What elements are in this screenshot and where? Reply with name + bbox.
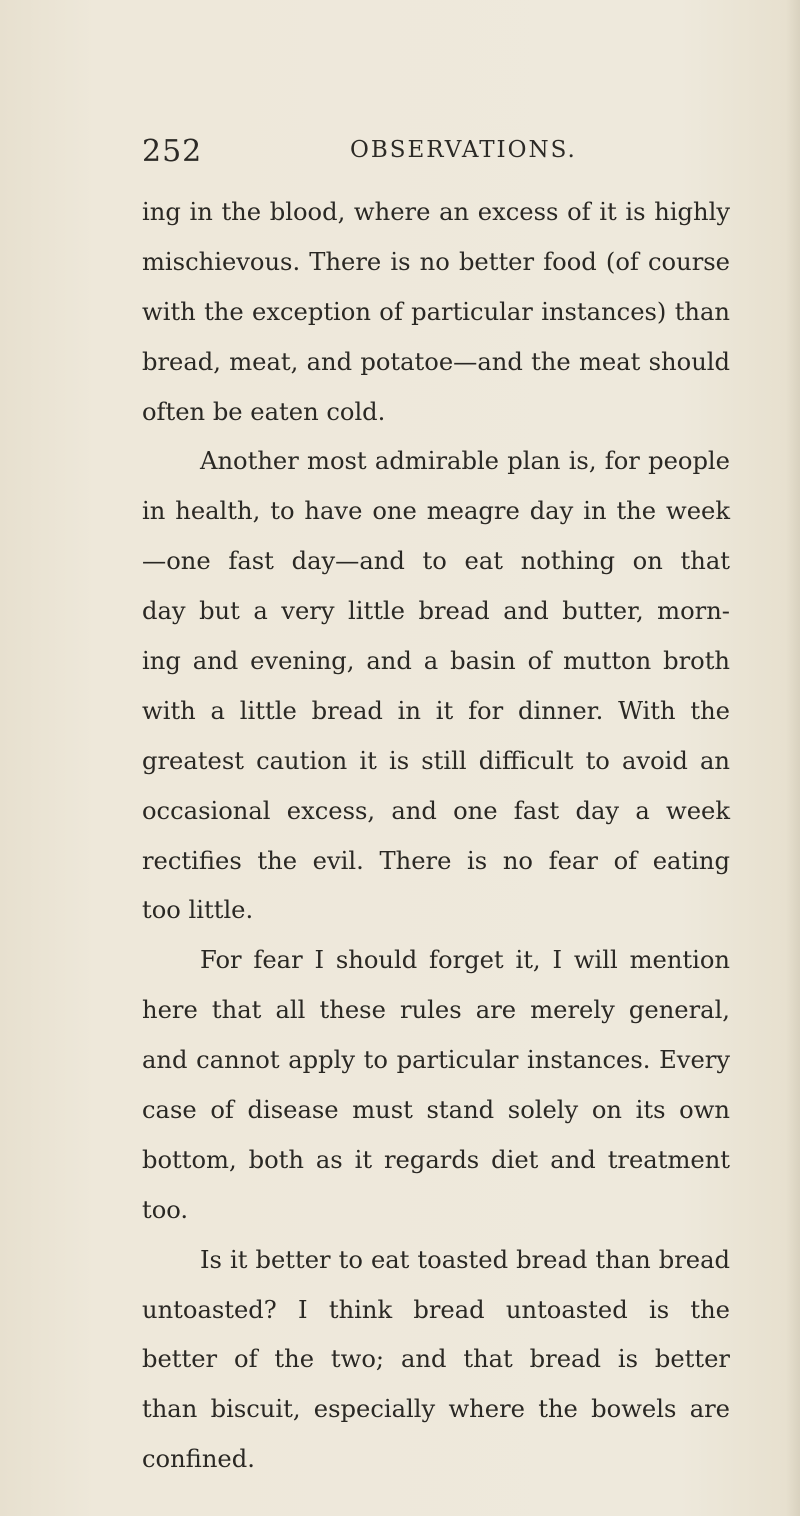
text-line: bottom, both as it regards diet and treatment	[142, 1145, 730, 1174]
text-line: with a little bread in it for dinner. With the	[142, 696, 730, 725]
text-line: in health, to have one meagre day in the week	[142, 497, 730, 526]
running-title: OBSERVATIONS.	[350, 137, 577, 163]
text-line: better of the two; and that bread is better	[142, 1345, 730, 1374]
text-line: and cannot apply to particular instances. Every	[142, 1046, 730, 1075]
text-line: occasional excess, and one fast day a week	[142, 796, 730, 825]
page-number: 252	[142, 134, 203, 169]
text-line: too.	[142, 1195, 189, 1224]
text-line: ing in the blood, where an excess of it is highly	[142, 198, 730, 226]
text-line: often be eaten cold.	[142, 397, 386, 426]
text-line: case of disease must stand solely on its own	[142, 1096, 730, 1125]
text-line: —one fast day—and to eat nothing on that	[142, 547, 730, 576]
text-line: untoasted? I think bread untoasted is the	[142, 1295, 730, 1324]
paragraph-start: Another most admirable plan is, for people	[200, 447, 730, 476]
text-line: here that all these rules are merely general,	[142, 996, 730, 1025]
text-line: rectifies the evil. There is no fear of eating	[142, 846, 730, 875]
running-head	[142, 134, 742, 174]
text-line: ing and evening, and a basin of mutton broth	[142, 647, 730, 676]
text-line: bread, meat, and potatoe—and the meat should	[142, 347, 730, 376]
text-line: mischievous. There is no better food (of course	[142, 247, 730, 276]
text-line: confined.	[142, 1445, 255, 1474]
text-line: than biscuit, especially where the bowels are	[142, 1395, 730, 1424]
paragraph-start: Is it better to eat toasted bread than bread	[200, 1245, 730, 1274]
body-text	[142, 188, 730, 1485]
paragraph-start: For fear I should forget it, I will mention	[200, 946, 730, 975]
text-line: greatest caution it is still difficult to avoid an	[142, 746, 730, 775]
page-edge-shadow	[786, 0, 800, 1516]
text-line: day but a very little bread and butter, morn-	[142, 597, 730, 626]
text-line: with the exception of particular instances) than	[142, 297, 730, 326]
text-line: too little.	[142, 896, 254, 925]
